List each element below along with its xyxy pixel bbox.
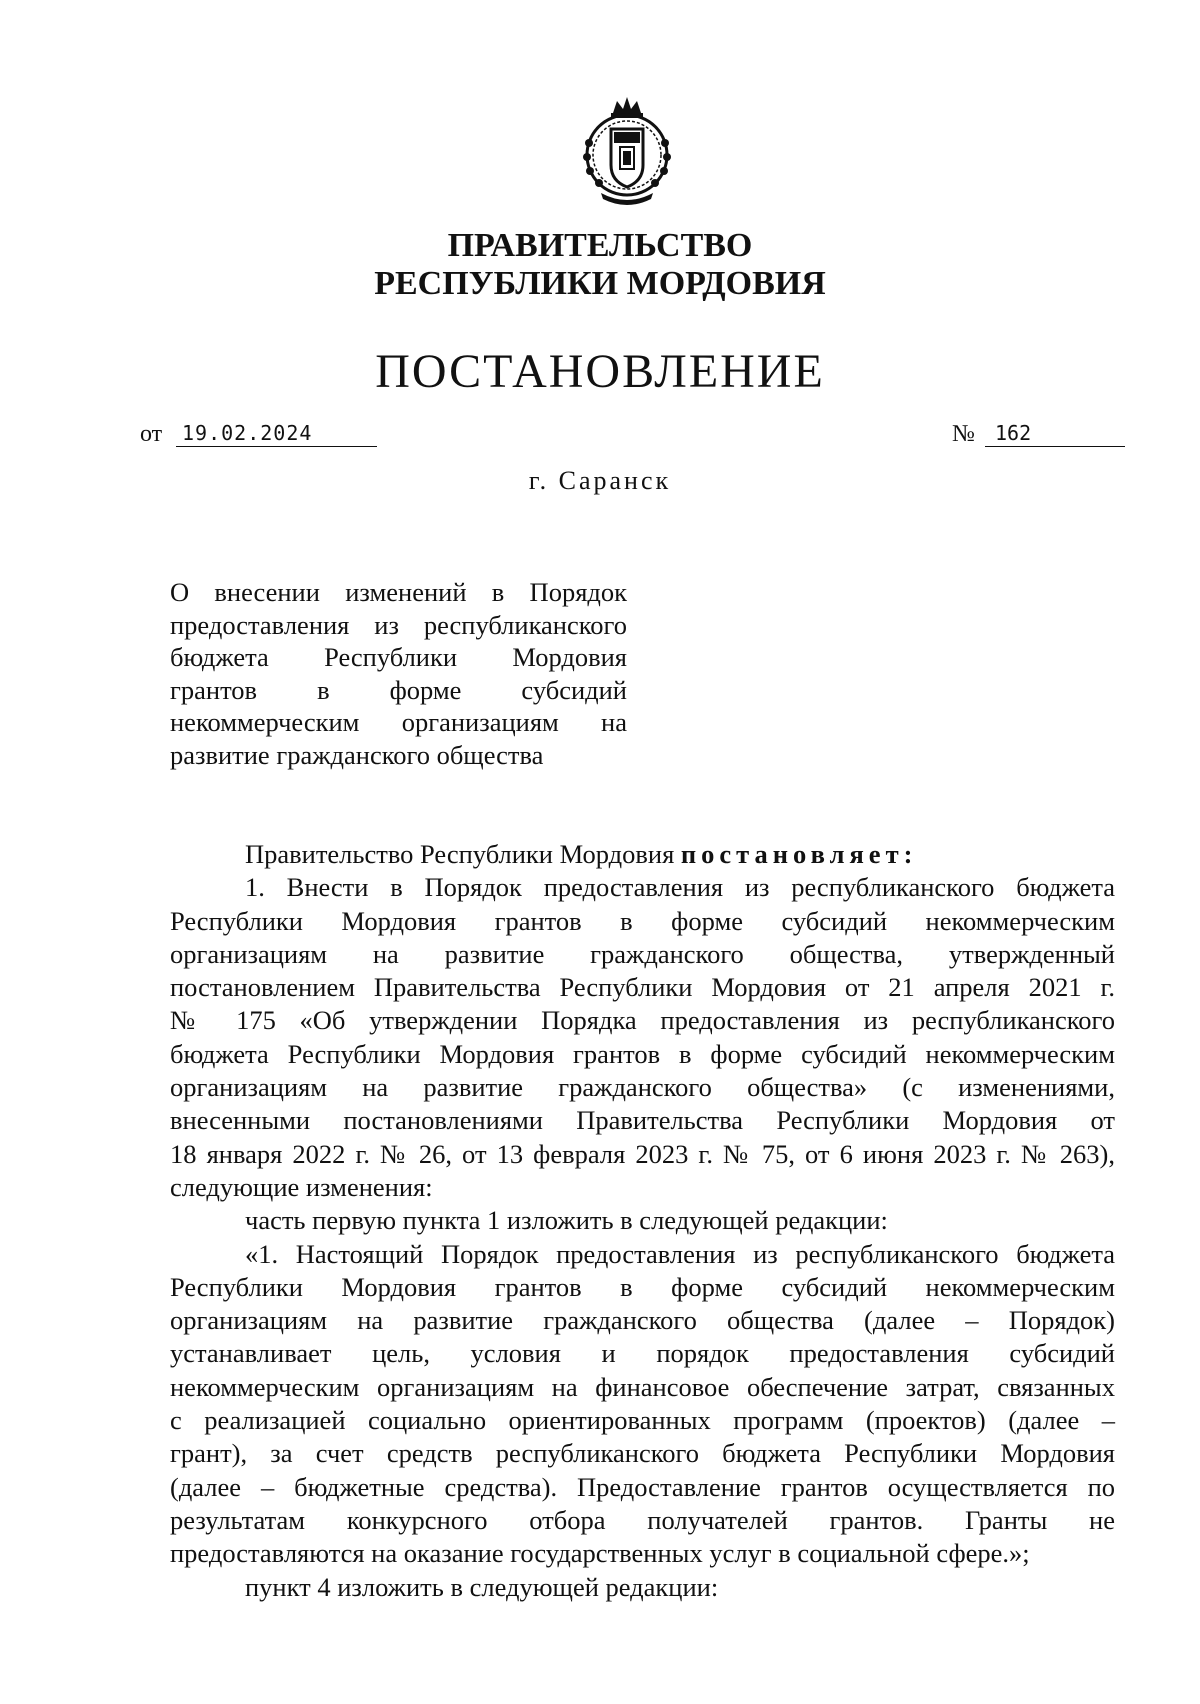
body-line: некоммерческим организациям на финансовое обеспечение затрат, связанных [170,1371,1115,1402]
document-date: 19.02.2024 [176,420,377,447]
body-line: с реализацией социально ориентированных программ (проектов) (далее – [170,1405,1115,1436]
subject-line: некоммерческим организациям на [170,707,627,737]
subject-line: бюджета Республики Мордовия [170,642,627,672]
organization-name-line1: ПРАВИТЕЛЬСТВО [447,227,753,264]
body-line: постановлением Правительства Республики Мордовия от 21 апреля 2021 г. [170,972,1115,1003]
date-prefix-label: от [140,421,163,447]
body-line: результатам конкурсного отбора получателей грантов. Гранты не [170,1504,1115,1535]
document-type-title: ПОСТАНОВЛЕНИЕ [375,345,825,398]
body-line: 1. Внести в Порядок предоставления из республиканского бюджета [245,872,1115,903]
subject-line: грантов в форме субсидий [170,674,627,705]
body-line: № 175 «Об утверждении Порядка предоставления из республиканского [170,1005,1115,1036]
body-line: бюджета Республики Мордовия грантов в форме субсидий некоммерческим [170,1038,1115,1069]
body-line: Республики Мордовия грантов в форме субсидий некоммерческим [170,1271,1115,1302]
number-prefix-label: № [952,421,975,447]
body-line: пункт 4 изложить в следующей редакции: [245,1571,719,1602]
preamble-text: Правительство Республики Мордовия [245,839,675,869]
subject-line: предоставления из республиканского [170,609,627,640]
preamble-line [170,838,1115,871]
body-line: организациям на развитие гражданского общества» (с изменениями, [170,1072,1115,1103]
coat-of-arms-emblem [573,95,681,210]
body-line: внесенными постановлениями Правительства Республики Мордовия от [170,1105,1115,1136]
organization-name-line2: РЕСПУБЛИКИ МОРДОВИЯ [374,265,826,302]
body-line: «1. Настоящий Порядок предоставления из республиканского бюджета [245,1238,1115,1269]
body-line: грант), за счет средств республиканского бюджета Республики Мордовия [170,1438,1115,1469]
body-line: следующие изменения: [170,1171,433,1202]
body-line: устанавливает цель, условия и порядок предоставления субсидий [170,1338,1115,1369]
issue-city: г. Саранск [528,466,672,495]
body-line: (далее – бюджетные средства). Предоставление грантов осуществляется по [170,1471,1115,1502]
preamble-keyword: постановляет: [680,839,918,869]
subject-line: развитие гражданского общества [170,739,544,770]
document-number: 162 [985,420,1125,447]
document-body [170,838,1115,1604]
body-line: организациям на развитие гражданского общества, утвержденный [170,938,1115,969]
body-line: организациям на развитие гражданского общества (далее – Порядок) [170,1305,1115,1336]
body-line: часть первую пункта 1 изложить в следующей редакции: [245,1205,888,1236]
body-line: Республики Мордовия грантов в форме субсидий некоммерческим [170,905,1115,936]
body-line: 18 января 2022 г. № 26, от 13 февраля 2023 г. № 75, от 6 июня 2023 г. № 263), [170,1138,1115,1169]
subject-line: О внесении изменений в Порядок [170,577,627,607]
body-line: предоставляются на оказание государственных услуг в социальной сфере.»; [170,1538,1030,1569]
document-subject [170,576,627,771]
